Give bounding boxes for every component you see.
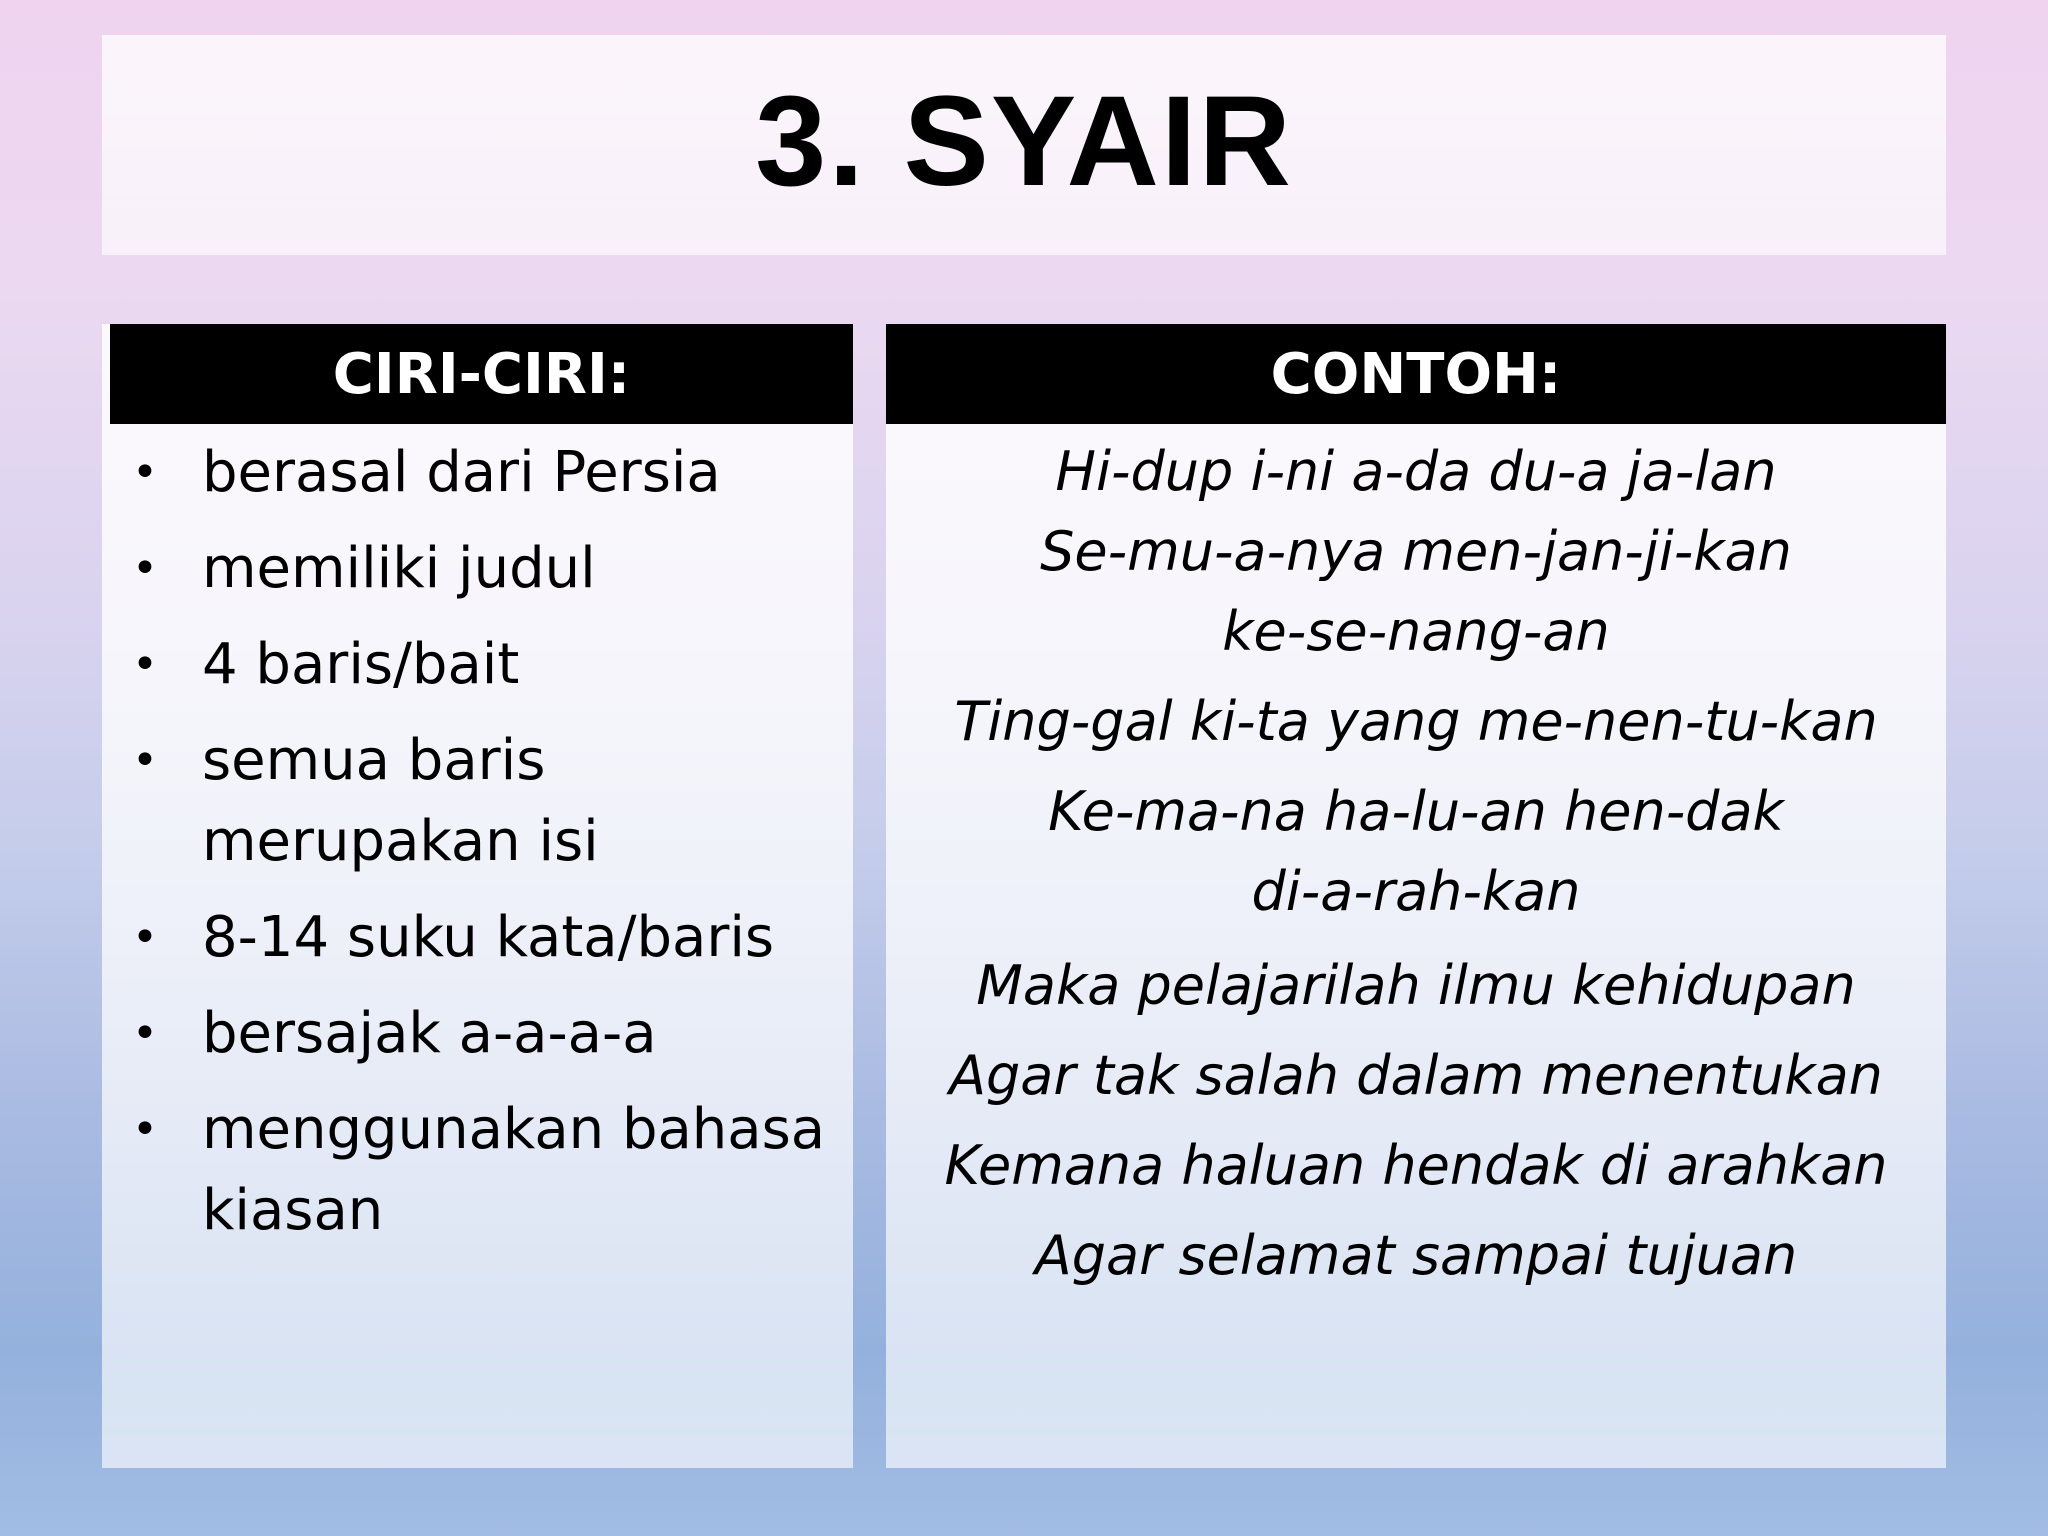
poem-line: Ting-gal ki-ta yang me-nen-tu-kan [954,690,1878,753]
list-item [132,993,852,1074]
bullet-icon: • [132,1104,158,1155]
bullet-icon: • [132,735,158,786]
list-item-text: memiliki judul [202,536,596,601]
characteristics-list [132,432,852,1266]
list-item-text: 4 baris/bait [202,632,520,697]
poem-line: Agar tak salah dalam menentukan [949,1044,1883,1107]
poem-line: Ke-ma-na ha-lu-an hen-dak di-a-rah-kan [1048,780,1784,923]
list-item [132,624,852,705]
poem-line: Maka pelajarilah ilmu kehidupan [976,954,1856,1017]
characteristics-panel [102,324,853,1468]
title-box [102,35,1946,255]
bullet-icon: • [132,543,158,594]
example-header: CONTOH: [886,324,1946,424]
example-poem [886,432,1946,1296]
bullet-icon: • [132,639,158,690]
list-item-text: bersajak a-a-a-a [202,1001,657,1066]
bullet-icon: • [132,912,158,963]
example-panel [886,324,1946,1468]
list-item-text: 8-14 suku kata/baris [202,905,775,970]
poem-line: Se-mu-a-nya men-jan-ji-kan ke-se-nang-an [1040,520,1792,663]
list-item [132,897,852,978]
list-item [132,432,852,513]
list-item [132,528,852,609]
list-item [132,1089,852,1251]
poem-line: Agar selamat sampai tujuan [1034,1224,1798,1287]
list-item-text: menggunakan bahasa kiasan [202,1097,826,1243]
list-item-text: semua baris merupakan isi [202,728,599,874]
bullet-icon: • [132,1008,158,1059]
list-item-text: berasal dari Persia [202,440,721,505]
characteristics-header: CIRI-CIRI: [110,324,853,424]
poem-line: Hi-dup i-ni a-da du-a ja-lan [1055,440,1777,503]
poem-line: Kemana haluan hendak di arahkan [944,1134,1888,1197]
list-item [132,720,852,882]
bullet-icon: • [132,447,158,498]
slide-title: 3. SYAIR [755,70,1293,213]
